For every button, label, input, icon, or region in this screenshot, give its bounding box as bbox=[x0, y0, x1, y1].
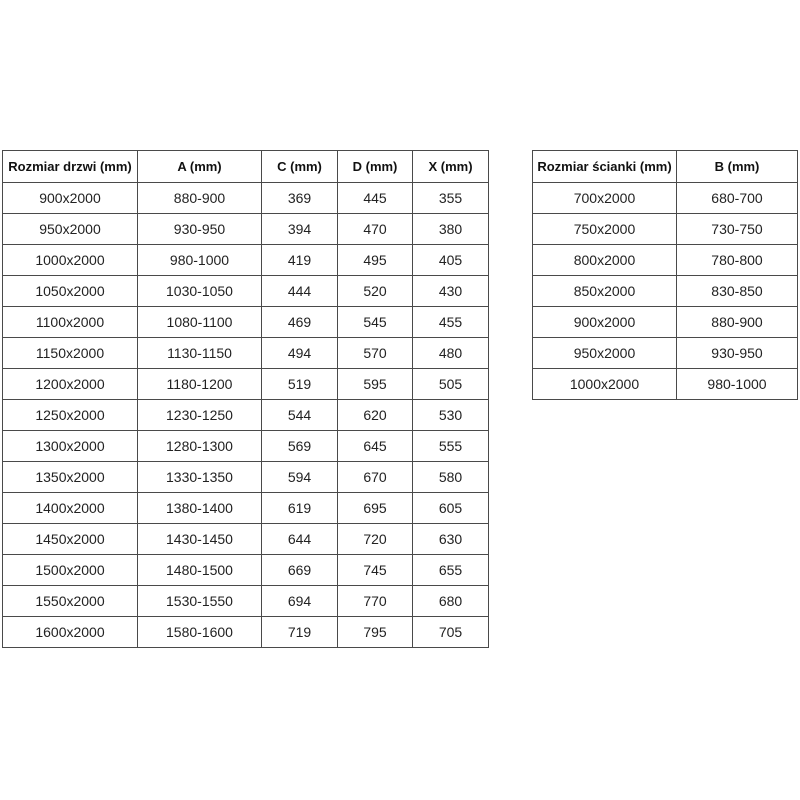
table-cell: 1130-1150 bbox=[138, 338, 262, 369]
table-cell: 830-850 bbox=[677, 276, 798, 307]
table-cell: 770 bbox=[338, 586, 413, 617]
table-cell: 1080-1100 bbox=[138, 307, 262, 338]
table-row bbox=[533, 276, 798, 307]
table-row bbox=[533, 338, 798, 369]
table-cell: 1350x2000 bbox=[3, 462, 138, 493]
table-cell: 494 bbox=[262, 338, 338, 369]
table-cell: 1150x2000 bbox=[3, 338, 138, 369]
table-cell: 530 bbox=[413, 400, 489, 431]
table-cell: 750x2000 bbox=[533, 214, 677, 245]
wall-sizes-table-header-cell: B (mm) bbox=[677, 151, 798, 183]
table-row bbox=[3, 214, 489, 245]
table-cell: 630 bbox=[413, 524, 489, 555]
table-row bbox=[3, 400, 489, 431]
table-row bbox=[3, 524, 489, 555]
table-cell: 930-950 bbox=[138, 214, 262, 245]
table-cell: 1250x2000 bbox=[3, 400, 138, 431]
table-cell: 705 bbox=[413, 617, 489, 648]
table-row bbox=[533, 214, 798, 245]
table-cell: 419 bbox=[262, 245, 338, 276]
door-sizes-table-header-cell: C (mm) bbox=[262, 151, 338, 183]
table-cell: 469 bbox=[262, 307, 338, 338]
table-cell: 644 bbox=[262, 524, 338, 555]
table-cell: 594 bbox=[262, 462, 338, 493]
table-cell: 444 bbox=[262, 276, 338, 307]
table-cell: 980-1000 bbox=[677, 369, 798, 400]
wall-sizes-table-header-cell: Rozmiar ścianki (mm) bbox=[533, 151, 677, 183]
wall-sizes-table-header-row bbox=[533, 151, 798, 183]
table-cell: 1050x2000 bbox=[3, 276, 138, 307]
table-cell: 719 bbox=[262, 617, 338, 648]
table-cell: 520 bbox=[338, 276, 413, 307]
table-cell: 1230-1250 bbox=[138, 400, 262, 431]
door-sizes-table bbox=[2, 150, 489, 648]
table-cell: 694 bbox=[262, 586, 338, 617]
table-cell: 580 bbox=[413, 462, 489, 493]
table-cell: 595 bbox=[338, 369, 413, 400]
table-cell: 645 bbox=[338, 431, 413, 462]
table-cell: 605 bbox=[413, 493, 489, 524]
table-cell: 670 bbox=[338, 462, 413, 493]
table-cell: 695 bbox=[338, 493, 413, 524]
table-cell: 1580-1600 bbox=[138, 617, 262, 648]
table-cell: 1400x2000 bbox=[3, 493, 138, 524]
table-cell: 880-900 bbox=[677, 307, 798, 338]
table-cell: 619 bbox=[262, 493, 338, 524]
table-cell: 405 bbox=[413, 245, 489, 276]
table-cell: 380 bbox=[413, 214, 489, 245]
table-row bbox=[533, 183, 798, 214]
table-cell: 544 bbox=[262, 400, 338, 431]
table-cell: 569 bbox=[262, 431, 338, 462]
table-cell: 795 bbox=[338, 617, 413, 648]
table-cell: 1100x2000 bbox=[3, 307, 138, 338]
table-row bbox=[3, 369, 489, 400]
door-sizes-table-header-row bbox=[3, 151, 489, 183]
table-cell: 700x2000 bbox=[533, 183, 677, 214]
table-cell: 745 bbox=[338, 555, 413, 586]
table-cell: 680 bbox=[413, 586, 489, 617]
table-row bbox=[3, 276, 489, 307]
table-cell: 455 bbox=[413, 307, 489, 338]
table-row bbox=[533, 369, 798, 400]
table-cell: 720 bbox=[338, 524, 413, 555]
table-cell: 669 bbox=[262, 555, 338, 586]
wall-sizes-table-body bbox=[533, 183, 798, 400]
table-row bbox=[3, 586, 489, 617]
table-cell: 1280-1300 bbox=[138, 431, 262, 462]
door-sizes-table-header-cell: X (mm) bbox=[413, 151, 489, 183]
table-cell: 1380-1400 bbox=[138, 493, 262, 524]
door-sizes-table-header-cell: Rozmiar drzwi (mm) bbox=[3, 151, 138, 183]
table-cell: 950x2000 bbox=[533, 338, 677, 369]
table-cell: 445 bbox=[338, 183, 413, 214]
table-cell: 545 bbox=[338, 307, 413, 338]
table-cell: 900x2000 bbox=[3, 183, 138, 214]
table-cell: 850x2000 bbox=[533, 276, 677, 307]
table-cell: 1480-1500 bbox=[138, 555, 262, 586]
table-cell: 730-750 bbox=[677, 214, 798, 245]
table-cell: 950x2000 bbox=[3, 214, 138, 245]
table-cell: 680-700 bbox=[677, 183, 798, 214]
table-cell: 1500x2000 bbox=[3, 555, 138, 586]
door-sizes-table-body bbox=[3, 183, 489, 648]
table-cell: 1550x2000 bbox=[3, 586, 138, 617]
table-cell: 480 bbox=[413, 338, 489, 369]
table-cell: 519 bbox=[262, 369, 338, 400]
table-cell: 800x2000 bbox=[533, 245, 677, 276]
table-cell: 1200x2000 bbox=[3, 369, 138, 400]
table-cell: 495 bbox=[338, 245, 413, 276]
table-row bbox=[533, 245, 798, 276]
table-cell: 355 bbox=[413, 183, 489, 214]
table-cell: 505 bbox=[413, 369, 489, 400]
table-cell: 394 bbox=[262, 214, 338, 245]
table-row bbox=[3, 617, 489, 648]
table-row bbox=[3, 183, 489, 214]
table-row bbox=[3, 555, 489, 586]
table-cell: 980-1000 bbox=[138, 245, 262, 276]
table-cell: 1000x2000 bbox=[3, 245, 138, 276]
table-cell: 900x2000 bbox=[533, 307, 677, 338]
table-cell: 880-900 bbox=[138, 183, 262, 214]
door-sizes-table-header bbox=[3, 151, 489, 183]
table-cell: 1030-1050 bbox=[138, 276, 262, 307]
table-cell: 1600x2000 bbox=[3, 617, 138, 648]
table-cell: 1330-1350 bbox=[138, 462, 262, 493]
table-row bbox=[3, 431, 489, 462]
table-cell: 1530-1550 bbox=[138, 586, 262, 617]
table-cell: 1180-1200 bbox=[138, 369, 262, 400]
door-sizes-table-header-cell: A (mm) bbox=[138, 151, 262, 183]
table-cell: 930-950 bbox=[677, 338, 798, 369]
table-row bbox=[3, 462, 489, 493]
table-cell: 570 bbox=[338, 338, 413, 369]
table-cell: 555 bbox=[413, 431, 489, 462]
wall-sizes-table-header bbox=[533, 151, 798, 183]
table-cell: 655 bbox=[413, 555, 489, 586]
table-row bbox=[3, 307, 489, 338]
table-cell: 1000x2000 bbox=[533, 369, 677, 400]
table-cell: 470 bbox=[338, 214, 413, 245]
table-row bbox=[3, 338, 489, 369]
table-cell: 620 bbox=[338, 400, 413, 431]
table-cell: 369 bbox=[262, 183, 338, 214]
table-cell: 780-800 bbox=[677, 245, 798, 276]
table-row bbox=[3, 493, 489, 524]
table-cell: 1300x2000 bbox=[3, 431, 138, 462]
door-sizes-table-header-cell: D (mm) bbox=[338, 151, 413, 183]
table-row bbox=[533, 307, 798, 338]
table-cell: 430 bbox=[413, 276, 489, 307]
table-row bbox=[3, 245, 489, 276]
table-cell: 1430-1450 bbox=[138, 524, 262, 555]
wall-sizes-table bbox=[532, 150, 798, 400]
table-cell: 1450x2000 bbox=[3, 524, 138, 555]
